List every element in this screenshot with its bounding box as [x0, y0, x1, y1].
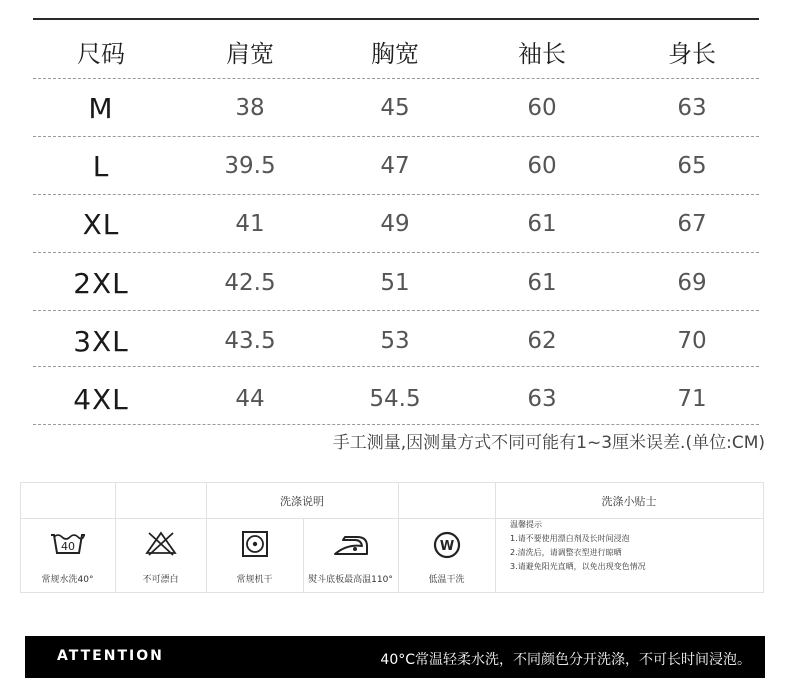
tip-item: 2.清洗后，请调整衣型进行晾晒: [510, 548, 622, 557]
care-border-top: [20, 482, 764, 483]
length-value: 71: [677, 386, 707, 412]
chest-value: 54.5: [369, 386, 421, 412]
header-shoulder: 肩宽: [226, 39, 274, 68]
row-divider: [33, 78, 759, 79]
chest-value: 47: [380, 153, 410, 179]
row-divider: [33, 310, 759, 311]
row-divider: [33, 194, 759, 195]
length-value: 69: [677, 270, 707, 296]
attention-text: 40°C常温轻柔水洗，不同颜色分开洗涤，不可长时间浸泡。: [380, 652, 751, 668]
tip-item: 1.请不要使用漂白剂及长时间浸泡: [510, 534, 630, 543]
shoulder-value: 38: [235, 95, 265, 121]
table-top-rule: [33, 18, 759, 20]
shoulder-value: 42.5: [224, 270, 276, 296]
care-divider: [763, 482, 764, 592]
length-value: 67: [677, 211, 707, 237]
table-row: [33, 372, 759, 426]
table-row: [33, 256, 759, 310]
wash-tips-list: [510, 520, 760, 576]
care-label: 常规机干: [236, 575, 273, 585]
care-label: 熨斗底板最高温110°: [308, 575, 393, 585]
sleeve-value: 61: [527, 270, 557, 296]
length-value: 70: [677, 328, 707, 354]
shoulder-value: 43.5: [224, 328, 276, 354]
measurement-note: 手工测量,因测量方式不同可能有1~3厘米误差.(单位:CM): [332, 433, 765, 453]
care-item-iron: [303, 518, 398, 592]
sleeve-value: 62: [527, 328, 557, 354]
care-label: 不可漂白: [142, 575, 179, 585]
shoulder-value: 39.5: [224, 153, 276, 179]
size-label: 2XL: [73, 266, 129, 300]
length-value: 63: [677, 95, 707, 121]
size-label: M: [88, 91, 114, 125]
care-item-wash: [20, 518, 115, 592]
table-row: [33, 140, 759, 192]
table-header-row: [33, 28, 759, 74]
header-chest: 胸宽: [371, 39, 419, 68]
wash-40-icon: [49, 530, 87, 556]
sleeve-value: 60: [527, 95, 557, 121]
wash-tips-title: 洗涤小贴士: [601, 495, 657, 508]
no-bleach-icon: [144, 530, 178, 556]
row-divider: [33, 136, 759, 137]
care-label: 常规水洗40°: [41, 575, 94, 585]
table-row: [33, 82, 759, 134]
chest-value: 45: [380, 95, 410, 121]
header-length: 身长: [668, 39, 716, 68]
tips-heading: 温馨提示: [510, 520, 542, 529]
wash-instructions-title: 洗涤说明: [280, 495, 324, 508]
dry-clean-w-icon: [432, 530, 462, 560]
size-label: XL: [82, 207, 120, 241]
sleeve-value: 63: [527, 386, 557, 412]
chest-value: 53: [380, 328, 410, 354]
table-row: [33, 198, 759, 250]
attention-title: ATTENTION: [57, 648, 164, 664]
svg-text:W: W: [439, 539, 454, 554]
shoulder-value: 44: [235, 386, 265, 412]
tumble-dry-icon: [241, 530, 269, 558]
size-label: 3XL: [73, 324, 129, 358]
sleeve-value: 61: [527, 211, 557, 237]
tip-item: 3.请避免阳光直晒，以免出现变色情况: [510, 562, 646, 571]
length-value: 65: [677, 153, 707, 179]
care-item-dryclean: [398, 518, 495, 592]
attention-bar: [25, 636, 765, 678]
table-row: [33, 314, 759, 368]
size-label: L: [92, 149, 110, 183]
header-size: 尺码: [77, 39, 125, 68]
care-label: 低温干洗: [428, 575, 465, 585]
shoulder-value: 41: [235, 211, 265, 237]
svg-text:40: 40: [60, 540, 75, 553]
care-border-bottom: [20, 592, 764, 593]
care-table: [20, 482, 764, 592]
row-divider: [33, 366, 759, 367]
care-item-bleach: [115, 518, 206, 592]
care-item-dry: [206, 518, 303, 592]
chest-value: 49: [380, 211, 410, 237]
row-divider: [33, 252, 759, 253]
chest-value: 51: [380, 270, 410, 296]
row-divider: [33, 424, 759, 425]
header-sleeve: 袖长: [518, 39, 566, 68]
sleeve-value: 60: [527, 153, 557, 179]
size-label: 4XL: [73, 382, 129, 416]
iron-icon: [331, 530, 371, 558]
